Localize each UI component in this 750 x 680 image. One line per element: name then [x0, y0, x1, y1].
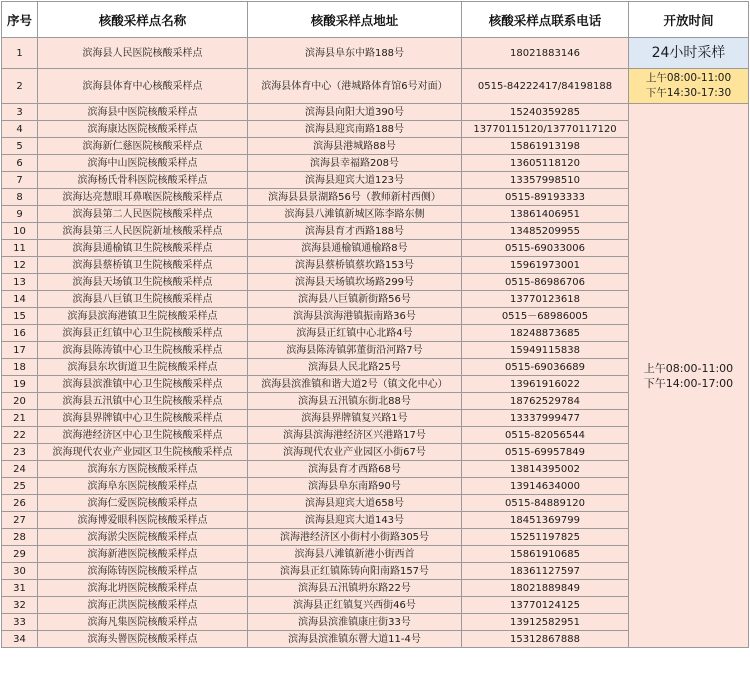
site-name: 滨海仁爱医院核酸采样点	[38, 495, 248, 512]
site-name: 滨海东方医院核酸采样点	[38, 461, 248, 478]
header-address: 核酸采样点地址	[248, 2, 462, 38]
row-index: 16	[2, 325, 38, 342]
site-address: 滨海县八巨镇新街路56号	[248, 291, 462, 308]
site-address: 滨海县迎宾大道658号	[248, 495, 462, 512]
site-name: 滨海县东坎街道卫生院核酸采样点	[38, 359, 248, 376]
site-phone: 13914634000	[462, 478, 629, 495]
site-name: 滨海头罾医院核酸采样点	[38, 631, 248, 648]
site-phone: 13961916022	[462, 376, 629, 393]
site-name: 滨海县陈涛镇中心卫生院核酸采样点	[38, 342, 248, 359]
site-address: 滨海县滨淮镇东罾大道11-4号	[248, 631, 462, 648]
header-hours: 开放时间	[629, 2, 749, 38]
site-address: 滨海县迎宾大道143号	[248, 512, 462, 529]
hours-cell-row2	[629, 69, 749, 104]
site-phone: 13770115120/13770117120	[462, 121, 629, 138]
site-phone: 15861913198	[462, 138, 629, 155]
site-address: 滨海县阜东中路188号	[248, 38, 462, 69]
site-phone: 0515-84889120	[462, 495, 629, 512]
site-address: 滨海县人民北路25号	[248, 359, 462, 376]
site-name: 滨海县体育中心核酸采样点	[38, 69, 248, 104]
site-name: 滨海县第三人民医院新址核酸采样点	[38, 223, 248, 240]
row-index: 20	[2, 393, 38, 410]
site-address: 滨海县幸福路208号	[248, 155, 462, 172]
site-name: 滨海淤尖医院核酸采样点	[38, 529, 248, 546]
table-row	[2, 69, 749, 104]
site-phone: 15251197825	[462, 529, 629, 546]
row-index: 33	[2, 614, 38, 631]
site-name: 滨海县滨淮镇中心卫生院核酸采样点	[38, 376, 248, 393]
row-index: 26	[2, 495, 38, 512]
hours-morning: 上午08:00-11:00	[645, 72, 732, 84]
site-address: 滨海县迎宾南路188号	[248, 121, 462, 138]
site-phone: 0515-69957849	[462, 444, 629, 461]
row-index: 28	[2, 529, 38, 546]
site-phone: 0515-82056544	[462, 427, 629, 444]
site-phone: 13770123618	[462, 291, 629, 308]
site-name: 滨海凡集医院核酸采样点	[38, 614, 248, 631]
site-name: 滨海县人民医院核酸采样点	[38, 38, 248, 69]
site-address: 滨海县界牌镇复兴路1号	[248, 410, 462, 427]
site-name: 滨海县中医院核酸采样点	[38, 104, 248, 121]
site-phone: 13337999477	[462, 410, 629, 427]
site-phone: 15312867888	[462, 631, 629, 648]
site-address: 滨海县正红镇陈铸向阳南路157号	[248, 563, 462, 580]
site-address: 滨海县迎宾大道123号	[248, 172, 462, 189]
hours-cell-merged	[629, 104, 749, 648]
site-phone: 13861406951	[462, 206, 629, 223]
site-name: 滨海县第二人民医院核酸采样点	[38, 206, 248, 223]
row-index: 17	[2, 342, 38, 359]
site-phone: 0515-86986706	[462, 274, 629, 291]
site-address: 滨海县正红镇复兴西街46号	[248, 597, 462, 614]
site-address: 滨海县滨海港镇振南路36号	[248, 308, 462, 325]
site-name: 滨海现代农业产业园区卫生院核酸采样点	[38, 444, 248, 461]
site-address: 滨海县县景湖路56号（教师新村西侧）	[248, 189, 462, 206]
site-name: 滨海中山医院核酸采样点	[38, 155, 248, 172]
site-address: 滨海县五汛镇东街北88号	[248, 393, 462, 410]
site-phone: 18762529784	[462, 393, 629, 410]
site-name: 滨海县正红镇中心卫生院核酸采样点	[38, 325, 248, 342]
header-name: 核酸采样点名称	[38, 2, 248, 38]
site-phone: 13912582951	[462, 614, 629, 631]
site-phone: 18021889849	[462, 580, 629, 597]
site-name: 滨海县通榆镇卫生院核酸采样点	[38, 240, 248, 257]
site-name: 滨海新仁慈医院核酸采样点	[38, 138, 248, 155]
row-index: 3	[2, 104, 38, 121]
site-name: 滨海县五汛镇中心卫生院核酸采样点	[38, 393, 248, 410]
hours-morning: 上午08:00-11:00	[643, 361, 734, 375]
site-phone: 18248873685	[462, 325, 629, 342]
sampling-points-table	[1, 1, 749, 648]
row-index: 30	[2, 563, 38, 580]
site-phone: 0515-89193333	[462, 189, 629, 206]
row-index: 23	[2, 444, 38, 461]
site-address: 滨海县滨淮镇康庄街33号	[248, 614, 462, 631]
row-index: 1	[2, 38, 38, 69]
site-address: 滨海县五汛镇坍东路22号	[248, 580, 462, 597]
row-index: 6	[2, 155, 38, 172]
row-index: 25	[2, 478, 38, 495]
site-phone: 0515-84222417/84198188	[462, 69, 629, 104]
site-phone: 18021883146	[462, 38, 629, 69]
row-index: 31	[2, 580, 38, 597]
table-row	[2, 38, 749, 69]
site-address: 滨海县滨淮镇和谐大道2号（镇文化中心）	[248, 376, 462, 393]
site-name: 滨海杨氏骨科医院核酸采样点	[38, 172, 248, 189]
site-address: 滨海港经济区小街村小街路305号	[248, 529, 462, 546]
site-phone: 13357998510	[462, 172, 629, 189]
row-index: 7	[2, 172, 38, 189]
site-phone: 15961973001	[462, 257, 629, 274]
site-phone: 13605118120	[462, 155, 629, 172]
site-address: 滨海县育才西路68号	[248, 461, 462, 478]
row-index: 19	[2, 376, 38, 393]
site-phone: 15240359285	[462, 104, 629, 121]
site-address: 滨海县天场镇坎场路299号	[248, 274, 462, 291]
site-phone: 13485209955	[462, 223, 629, 240]
hours-afternoon: 下午14:00-17:00	[643, 376, 734, 390]
site-name: 滨海正洪医院核酸采样点	[38, 597, 248, 614]
row-index: 29	[2, 546, 38, 563]
header-index: 序号	[2, 2, 38, 38]
row-index: 21	[2, 410, 38, 427]
site-name: 滨海阜东医院核酸采样点	[38, 478, 248, 495]
row-index: 9	[2, 206, 38, 223]
row-index: 24	[2, 461, 38, 478]
site-name: 滨海陈铸医院核酸采样点	[38, 563, 248, 580]
table-row	[2, 104, 749, 121]
header-row	[2, 2, 749, 38]
site-address: 滨海县滨海港经济区兴港路17号	[248, 427, 462, 444]
site-address: 滨海县港城路88号	[248, 138, 462, 155]
row-index: 27	[2, 512, 38, 529]
row-index: 34	[2, 631, 38, 648]
row-index: 2	[2, 69, 38, 104]
site-phone: 18361127597	[462, 563, 629, 580]
site-address: 滨海县阜东南路90号	[248, 478, 462, 495]
hours-afternoon: 下午14:30-17:30	[645, 87, 732, 99]
site-name: 滨海县界牌镇中心卫生院核酸采样点	[38, 410, 248, 427]
row-index: 22	[2, 427, 38, 444]
row-index: 32	[2, 597, 38, 614]
site-name: 滨海县滨海港镇卫生院核酸采样点	[38, 308, 248, 325]
site-address: 滨海县通榆镇通榆路8号	[248, 240, 462, 257]
site-phone: 13814395002	[462, 461, 629, 478]
site-phone: 15949115838	[462, 342, 629, 359]
site-address: 滨海县陈涛镇郭董街沿河路7号	[248, 342, 462, 359]
site-phone: 0515－68986005	[462, 308, 629, 325]
table-body	[2, 38, 749, 648]
site-address: 滨海县正红镇中心北路4号	[248, 325, 462, 342]
site-name: 滨海新港医院核酸采样点	[38, 546, 248, 563]
site-phone: 18451369799	[462, 512, 629, 529]
row-index: 13	[2, 274, 38, 291]
site-name: 滨海县八巨镇卫生院核酸采样点	[38, 291, 248, 308]
row-index: 15	[2, 308, 38, 325]
site-address: 滨海县体育中心（港城路体育馆6号对面）	[248, 69, 462, 104]
row-index: 10	[2, 223, 38, 240]
site-phone: 13770124125	[462, 597, 629, 614]
site-address: 滨海现代农业产业园区小街67号	[248, 444, 462, 461]
row-index: 5	[2, 138, 38, 155]
site-phone: 0515-69033006	[462, 240, 629, 257]
site-name: 滨海博爱眼科医院核酸采样点	[38, 512, 248, 529]
row-index: 18	[2, 359, 38, 376]
site-name: 滨海北坍医院核酸采样点	[38, 580, 248, 597]
row-index: 11	[2, 240, 38, 257]
row-index: 12	[2, 257, 38, 274]
site-phone: 15861910685	[462, 546, 629, 563]
site-address: 滨海县八滩镇新港小街西首	[248, 546, 462, 563]
site-name: 滨海达亮慧眼耳鼻喉医院核酸采样点	[38, 189, 248, 206]
site-address: 滨海县八滩镇新城区陈李路东侧	[248, 206, 462, 223]
header-phone: 核酸采样点联系电话	[462, 2, 629, 38]
row-index: 14	[2, 291, 38, 308]
hours-24h: 24小时采样	[629, 38, 749, 69]
row-index: 4	[2, 121, 38, 138]
site-address: 滨海县育才西路188号	[248, 223, 462, 240]
site-name: 滨海县天场镇卫生院核酸采样点	[38, 274, 248, 291]
site-phone: 0515-69036689	[462, 359, 629, 376]
row-index: 8	[2, 189, 38, 206]
site-name: 滨海港经济区中心卫生院核酸采样点	[38, 427, 248, 444]
site-address: 滨海县蔡桥镇蔡坎路153号	[248, 257, 462, 274]
site-name: 滨海县蔡桥镇卫生院核酸采样点	[38, 257, 248, 274]
site-address: 滨海县向阳大道390号	[248, 104, 462, 121]
site-name: 滨海康达医院核酸采样点	[38, 121, 248, 138]
